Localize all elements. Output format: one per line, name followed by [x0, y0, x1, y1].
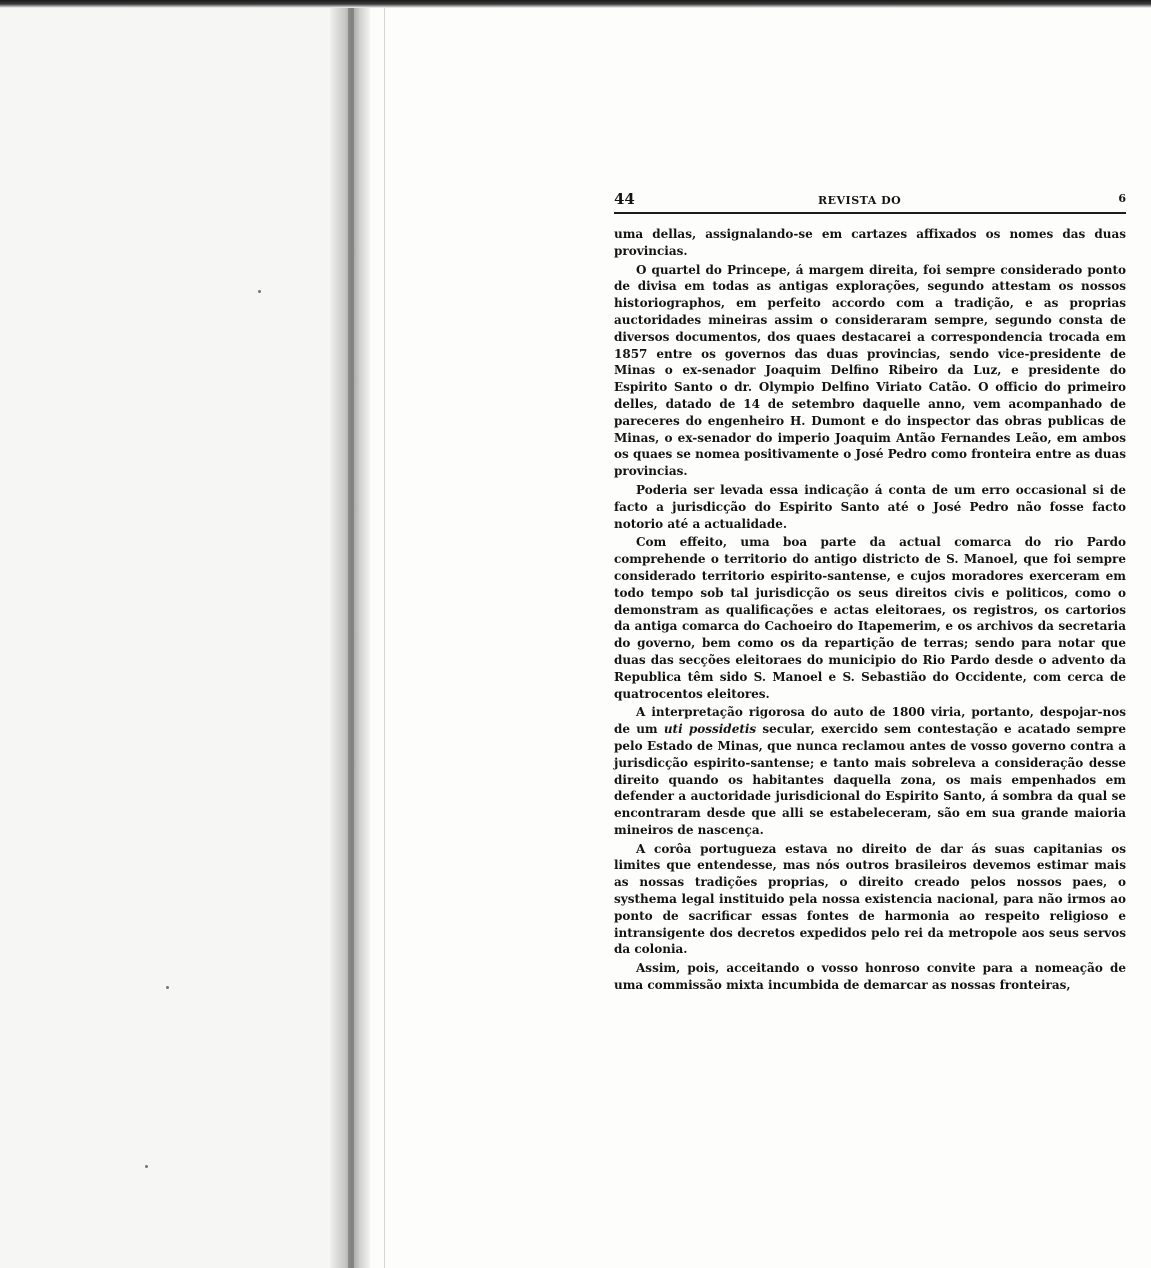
paragraph-text: uma dellas, assignalando-se em cartazes affixados os nomes das duas provincias.: [614, 227, 1126, 258]
header-rule: [614, 212, 1126, 214]
header-mark: 6: [1118, 192, 1126, 205]
paragraph-text: A interpretação rigorosa do auto de 1800 viria, portanto, despojar-nos de um: [614, 705, 1126, 737]
running-header: [614, 188, 1126, 212]
dust-speck: [166, 986, 169, 989]
body-text: [614, 226, 1126, 994]
blank-left-page: [0, 8, 340, 1268]
book-spine-gutter: [348, 8, 354, 1268]
paragraph: [614, 262, 1126, 480]
italic-phrase: uti possidetis: [663, 722, 757, 737]
paragraph: [614, 534, 1126, 702]
paragraph-text: Poderia ser levada essa indicação á conta de um erro occasional si de facto a jurisdicção do Espirito Santo até o José Pedro não fosse facto notorio até a actualidade.: [614, 482, 1126, 531]
paragraph: [614, 482, 1126, 532]
dust-speck: [258, 290, 261, 293]
running-title: REVISTA DO: [818, 194, 902, 207]
text-page: [614, 188, 1126, 994]
paragraph: [614, 704, 1126, 838]
paragraph-text: A corôa portugueza estava no direito de dar ás suas capitanias os limites que entendesse, mas nós outros brasileiros devemos estimar mais as nossas tradições proprias, o direito creado pelos nossos paes, o systhema legal instituido pela nossa existencia nacional, para não irmos ao ponto de sacrificar essas fontes de harmonia ao respeito religioso e intransigente dos decretos expedidos pelo rei da metropole aos seus servos da colonia.: [614, 841, 1126, 957]
paragraph: [614, 960, 1126, 994]
page-edge-line: [384, 8, 385, 1268]
paragraph-text: Com effeito, uma boa parte da actual comarca do rio Pardo comprehende o territorio do antigo districto de S. Manoel, que foi sempre considerado territorio espirito-santense, e cujos moradores exerceram em todo tempo sob tal jurisdicção os seus direitos civis e politicos, como o demonstram as qualificações e actas eleitoraes, os registros, os cartorios da antiga comarca do Cachoeiro do Itapemerim, e os archivos da secretaria do governo, bem como os da repartição de terras; sendo para notar que duas das secções eleitoraes do municipio do Rio Pardo desde o advento da Republica têm sido S. Manoel e S. Sebastião do Occidente, com cerca de quatrocentos eleitores.: [614, 535, 1126, 701]
paragraph-text: secular, exercido sem contestação e acatado sempre pelo Estado de Minas, que nunca reclamou antes de vosso governo contra a jurisdicção espirito-santense; e tanto mais sobreleva a consideração desse direito quando os habitantes daquella zona, os mais empenhados em defender a auctoridade jurisdicional do Espirito Santo, á sombra da qual se encontraram desde que alli se estabeleceram, são em sua grande maioria mineiros de nascença.: [614, 722, 1126, 837]
top-edge-shadow: [0, 0, 1151, 8]
paragraph-text: Assim, pois, acceitando o vosso honroso convite para a nomeação de uma commissão mixta incumbida de demarcar as nossas fronteiras,: [614, 961, 1126, 993]
paragraph-text: O quartel do Princepe, á margem direita, foi sempre considerado ponto de divisa em todas as antigas explorações, segundo attestam os nossos historiographos, em perfeito accordo com a tradição, e as proprias auctoridades mineiras assim o consideraram sempre, segundo consta de diversos documentos, dos quaes destacarei a correspondencia trocada em 1857 entre os governos das duas provincias, sendo vice-presidente de Minas o ex-senador Joaquim Delfino Ribeiro da Luz, e presidente do Espirito Santo o dr. Olympio Delfino Viriato Catão. O officio do primeiro delles, datado de 14 de setembro daquelle anno, vem acompanhado de pareceres do engenheiro H. Dumont e do inspector das obras publicas de Minas, o ex-senador do imperio Joaquim Antão Fernandes Leão, em ambos os quaes se nomea positivamente o José Pedro como fronteira entre as duas provincias.: [614, 262, 1126, 479]
page-number: 44: [614, 190, 635, 208]
dust-speck: [145, 1165, 148, 1168]
paragraph: [614, 226, 1126, 260]
paragraph: [614, 841, 1126, 959]
